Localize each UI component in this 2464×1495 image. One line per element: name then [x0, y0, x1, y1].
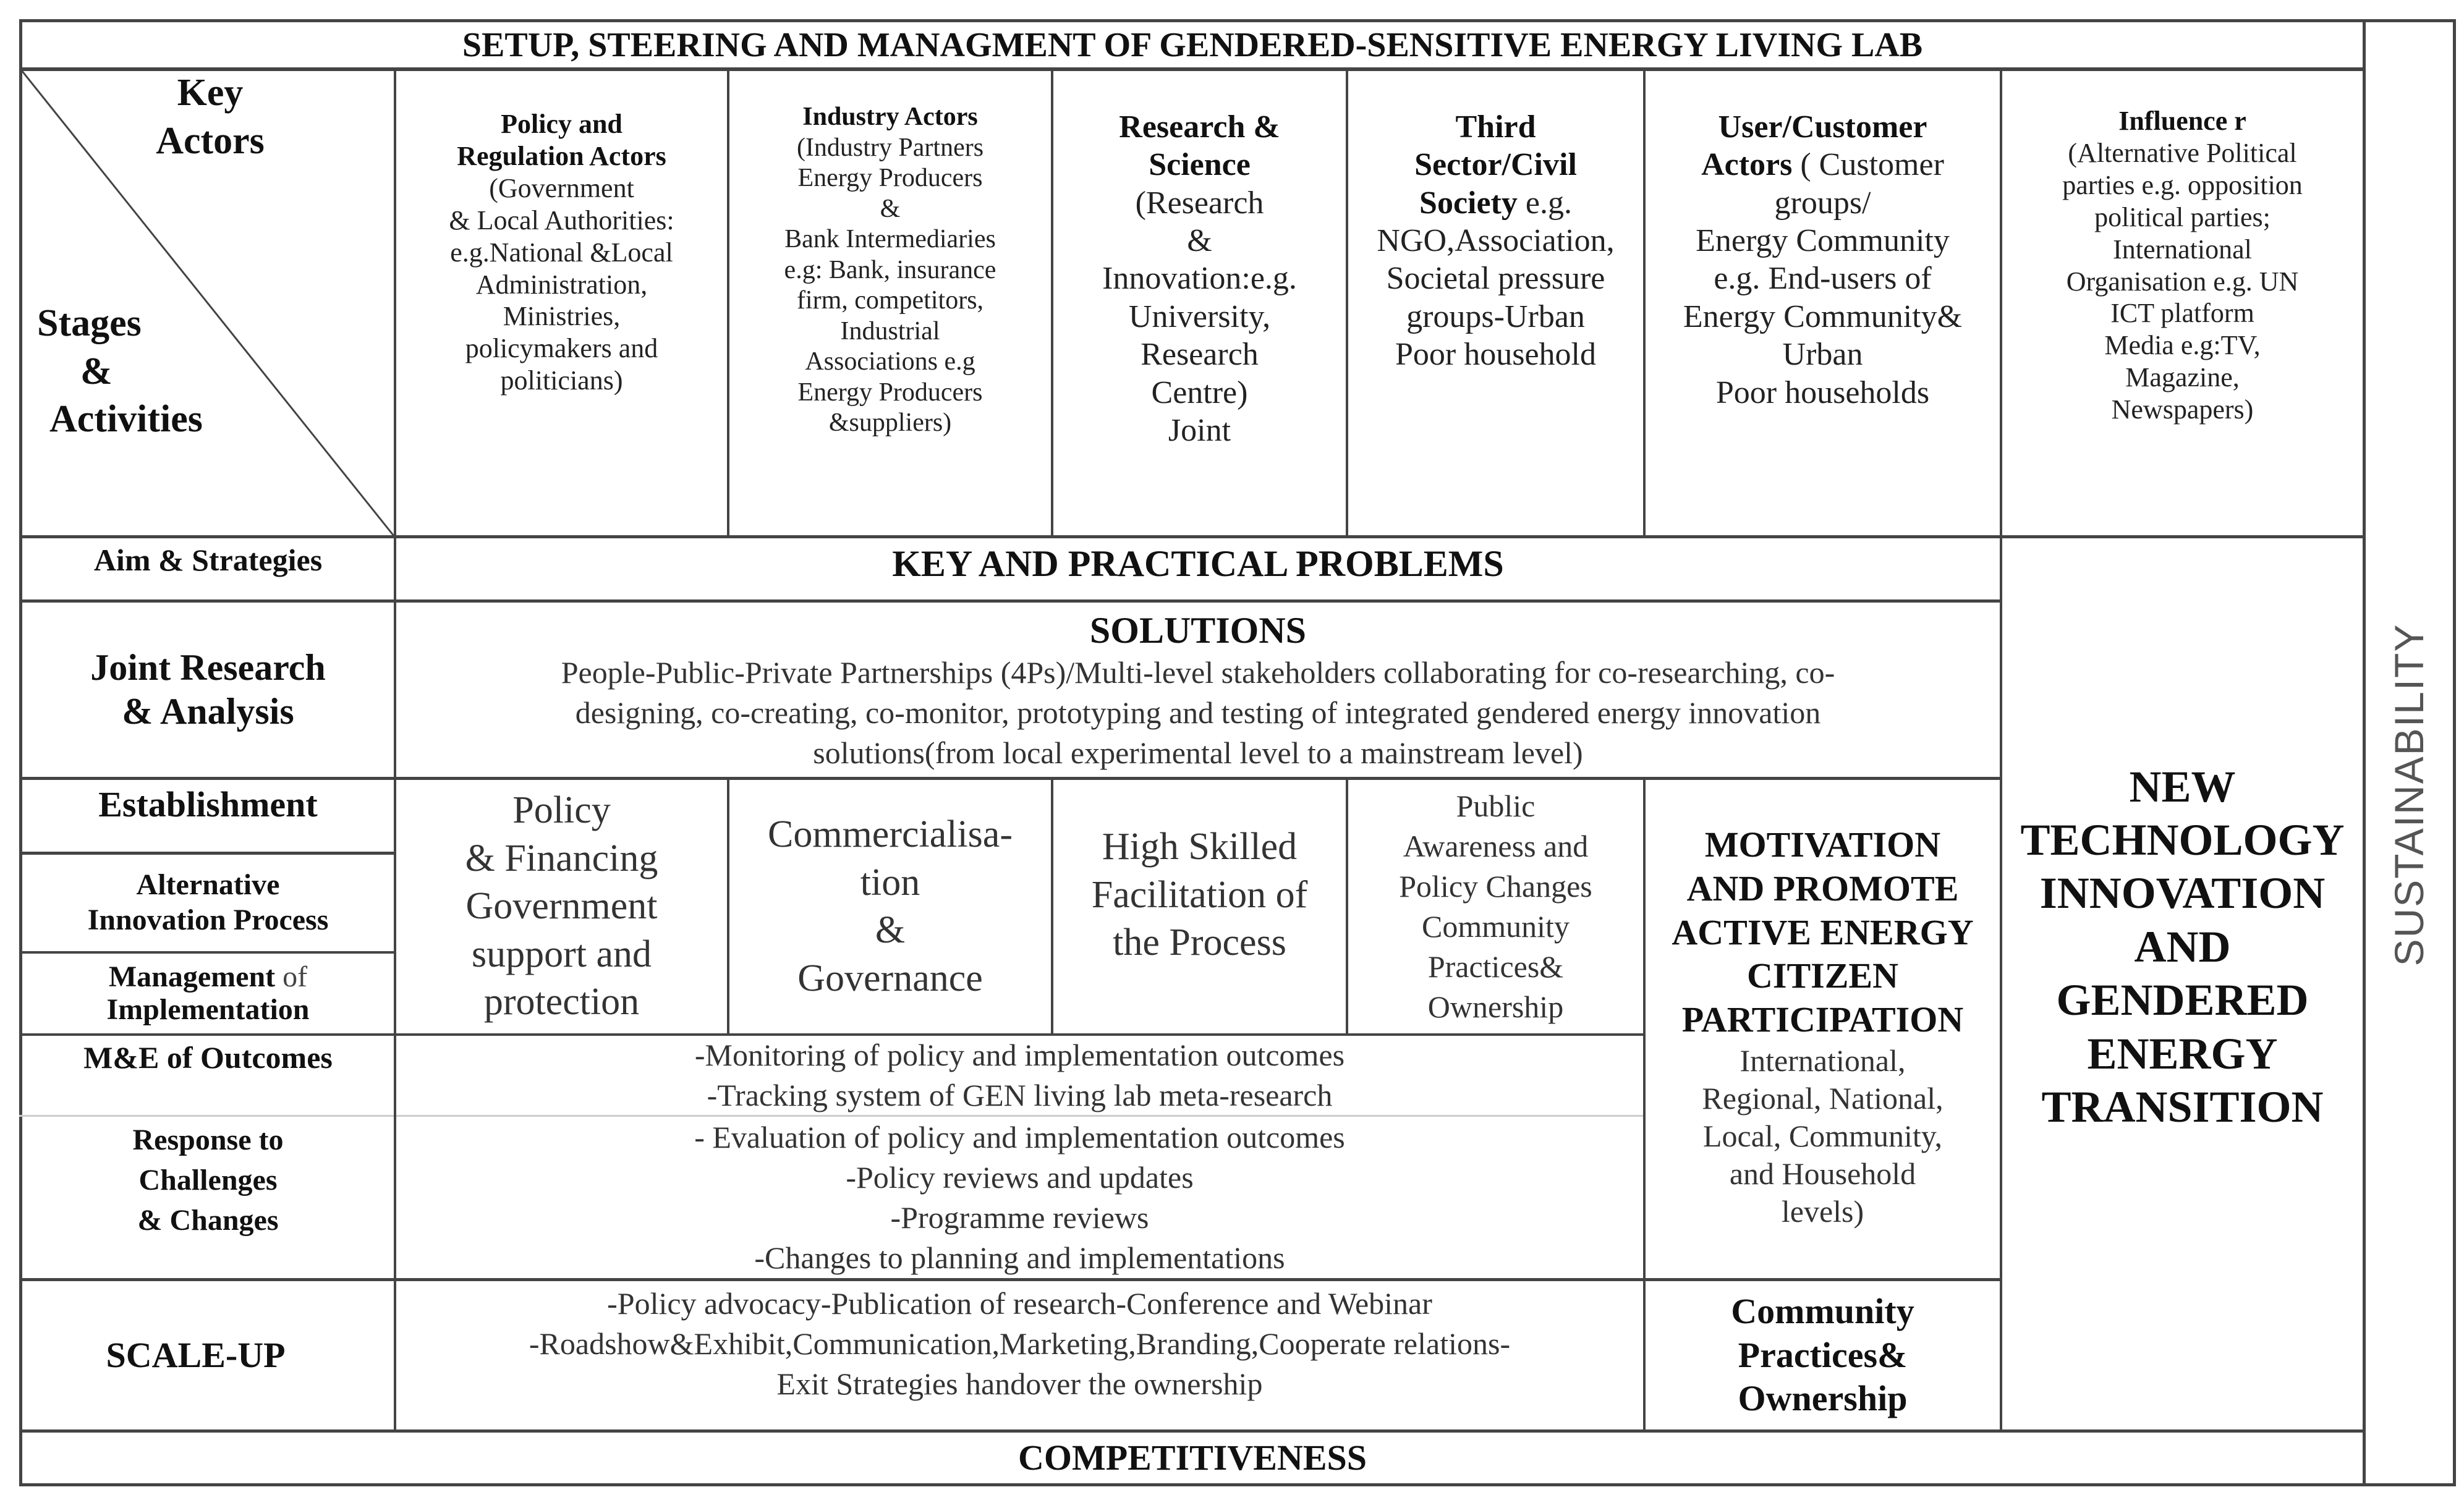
stage-management-implementation — [22, 954, 394, 1033]
actor-title-line — [1701, 146, 1944, 184]
motivation-detail: International, — [1740, 1043, 1906, 1078]
stage-label-line: Alternative — [136, 868, 280, 902]
actor-title-line: Science — [1149, 147, 1251, 183]
actor-detail-line: groups/ — [1774, 185, 1871, 221]
actor-title-bold: Actors — [1701, 147, 1793, 183]
cell-commercialisation-governance — [729, 780, 1051, 1033]
actor-title-tail: e.g. — [1517, 185, 1572, 221]
new-tech-line: GENDERED — [2056, 975, 2309, 1025]
cell-line: protection — [483, 981, 640, 1023]
stage-label-bold: Management — [108, 960, 276, 993]
actor-detail-line: Urban — [1782, 337, 1863, 373]
solutions-heading: SOLUTIONS — [1089, 610, 1307, 651]
actor-detail-line: Innovation:e.g. — [1102, 261, 1297, 297]
corner-stages-activities — [37, 300, 235, 444]
actor-detail-line: (Industry Partners — [796, 133, 984, 162]
motivation-detail: and Household — [1729, 1156, 1916, 1191]
actor-title-line: Influence r — [2118, 106, 2246, 136]
actor-detail-line: policymakers and — [465, 333, 658, 364]
actor-detail-line: Administration, — [475, 269, 648, 300]
actor-detail-line: political parties; — [2094, 201, 2271, 232]
actor-research-science — [1053, 71, 1346, 535]
actor-detail-line: ICT platform — [2110, 298, 2254, 329]
me-outcomes-content — [396, 1036, 1643, 1115]
solutions-text — [561, 653, 1835, 773]
cell-line: the Process — [1113, 921, 1286, 963]
corner-key-line1: Key — [177, 72, 244, 114]
cell-line: Public — [1456, 789, 1536, 823]
actor-detail-line: Energy Community — [1696, 223, 1950, 259]
stage-label-line — [109, 961, 307, 994]
new-tech-line: TECHNOLOGY — [2020, 815, 2345, 865]
actor-detail-line: Industrial — [840, 316, 940, 345]
corner-stages-line1: Stages — [37, 302, 142, 344]
cell-line: tion — [860, 861, 920, 904]
stage-establishment: Establishment — [98, 784, 318, 824]
actor-title-line: User/Customer — [1718, 109, 1927, 145]
cell-line: Government — [465, 885, 658, 928]
motivation-detail: Local, Community, — [1703, 1118, 1942, 1153]
corner-stages-line3: Activities — [49, 398, 203, 440]
actor-detail-line: Energy Producers — [797, 378, 983, 407]
solutions-line: solutions(from local experimental level to a mainstream level) — [813, 735, 1583, 770]
actor-detail-line: &suppliers) — [828, 409, 952, 438]
stage-response-challenges — [22, 1117, 394, 1278]
actor-detail-line: Organisation e.g. UN — [2066, 266, 2299, 297]
actor-title-line: Third — [1455, 109, 1536, 145]
actor-detail-line: Media e.g:TV, — [2104, 330, 2261, 361]
response-line: -Programme reviews — [890, 1200, 1149, 1235]
actor-title-line — [1419, 184, 1572, 222]
cell-line: Policy — [512, 789, 611, 832]
actor-detail-line: Societal pressure — [1386, 261, 1605, 297]
actor-detail-line: parties e.g. opposition — [2062, 169, 2303, 200]
corner-key-actors — [99, 69, 321, 165]
new-tech-line: NEW — [2129, 761, 2236, 811]
cell-line: Governance — [797, 957, 983, 999]
cell-high-skilled-facilitation — [1053, 780, 1346, 1033]
stage-label-tail: of — [275, 960, 308, 993]
response-line: - Evaluation of policy and implementation outcomes — [694, 1119, 1345, 1154]
stage-label-line: Implementation — [106, 993, 310, 1026]
actor-policy-regulation — [396, 71, 727, 535]
new-technology-transition — [2002, 538, 2363, 1429]
stage-label-line: Joint Research — [90, 647, 326, 688]
community-line: Practices& — [1738, 1334, 1908, 1375]
actor-detail-line: e.g.National &Local — [450, 237, 673, 268]
stage-label-line: & Analysis — [122, 691, 294, 732]
actor-detail-line: Research — [1141, 337, 1259, 373]
new-tech-line: INNOVATION — [2039, 868, 2326, 918]
motivation-detail: levels) — [1781, 1193, 1864, 1229]
diagram-title: SETUP, STEERING AND MANAGMENT OF GENDERED-SENSITIVE ENERGY LIVING LAB — [462, 25, 1923, 64]
motivation-line: AND PROMOTE — [1686, 868, 1959, 908]
actor-detail-line: Energy Producers — [797, 164, 983, 193]
cell-policy-financing — [396, 780, 727, 1033]
actor-detail-line: e.g: Bank, insurance — [784, 255, 996, 284]
actor-detail-line: Magazine, — [2125, 362, 2240, 393]
actor-detail-line: e.g. End-users of — [1714, 261, 1932, 297]
stage-scale-up: SCALE-UP — [106, 1334, 286, 1375]
competitiveness-label: COMPETITIVENESS — [1017, 1437, 1367, 1478]
me-line: -Tracking system of GEN living lab meta-research — [707, 1078, 1333, 1112]
community-line: Community — [1731, 1290, 1914, 1331]
community-line: Ownership — [1738, 1378, 1908, 1419]
response-line: -Changes to planning and implementations — [754, 1240, 1285, 1275]
frame-right — [2453, 19, 2456, 1486]
cell-line: Community — [1422, 909, 1570, 944]
cell-line: & Financing — [465, 837, 658, 879]
actor-influencer — [2002, 71, 2363, 535]
actor-detail-line: Associations e.g — [805, 347, 975, 376]
scaleup-line: -Roadshow&Exhibit,Communication,Marketing,Branding,Cooperate relations- — [529, 1326, 1511, 1361]
actor-title-tail: ( Customer — [1792, 147, 1944, 183]
actor-detail-line: (Government — [489, 172, 634, 203]
actor-detail-line: Joint — [1168, 412, 1231, 448]
new-tech-line: AND — [2134, 921, 2231, 972]
motivation-line: CITIZEN — [1747, 955, 1898, 996]
actor-detail-line: Newspapers) — [2111, 394, 2254, 425]
actor-title-line: Regulation Actors — [457, 140, 666, 171]
actor-detail-line: University, — [1128, 299, 1271, 334]
cell-line: Commercialisa- — [768, 813, 1013, 855]
new-tech-line: TRANSITION — [2041, 1082, 2324, 1132]
actor-title-line: Sector/Civil — [1414, 147, 1577, 183]
actor-third-sector — [1348, 71, 1643, 535]
stage-label-line: & Changes — [137, 1203, 279, 1237]
actor-title-line: Research & — [1119, 109, 1280, 145]
actor-detail-line: & — [1187, 223, 1212, 259]
actor-detail-line: & — [880, 194, 901, 223]
me-line: -Monitoring of policy and implementation outcomes — [694, 1038, 1345, 1072]
actor-title-line: Policy and — [501, 109, 622, 139]
sustainability-label-container — [2366, 22, 2453, 1483]
sustainability-label: SUSTAINABILITY — [2386, 623, 2432, 967]
scaleup-content — [396, 1281, 1643, 1429]
scaleup-line: Exit Strategies handover the ownership — [776, 1366, 1263, 1401]
actor-detail-line: Energy Community& — [1683, 299, 1963, 334]
new-tech-line: ENERGY — [2087, 1028, 2278, 1078]
actor-detail-line: Bank Intermediaries — [784, 225, 996, 254]
actor-detail-line: & Local Authorities: — [449, 205, 674, 235]
response-line: -Policy reviews and updates — [846, 1159, 1194, 1195]
cell-line: Awareness and — [1403, 829, 1589, 863]
cell-line: High Skilled — [1102, 826, 1298, 868]
key-practical-problems: KEY AND PRACTICAL PROBLEMS — [892, 543, 1504, 584]
actor-title-line: Industry Actors — [802, 103, 978, 131]
actor-detail-line: Poor households — [1715, 375, 1930, 410]
solutions-block — [396, 603, 2000, 777]
actor-detail-line: (Alternative Political — [2068, 137, 2297, 168]
cell-line: Facilitation of — [1091, 873, 1308, 916]
response-content — [396, 1117, 1643, 1278]
motivation-participation — [1646, 780, 2000, 1278]
motivation-line: ACTIVE ENERGY — [1672, 912, 1974, 952]
scaleup-line: -Policy advocacy-Publication of research-Conference and Webinar — [607, 1286, 1432, 1321]
stage-alternative-innovation — [22, 855, 394, 951]
stage-me-outcomes: M&E of Outcomes — [83, 1040, 333, 1075]
actor-user-customer — [1646, 71, 2000, 535]
stage-label-line: Innovation Process — [87, 904, 329, 936]
cell-public-awareness — [1348, 780, 1643, 1033]
stage-aim-strategies: Aim & Strategies — [93, 543, 323, 577]
actor-industry — [729, 71, 1051, 535]
corner-key-line2: Actors — [156, 119, 265, 162]
actor-detail-line: Poor household — [1395, 337, 1596, 373]
actor-detail-line: politicians) — [500, 365, 623, 396]
community-practices-ownership — [1646, 1281, 2000, 1429]
actor-detail-line: International — [2113, 234, 2252, 265]
solutions-line: designing, co-creating, co-monitor, prototyping and testing of integrated gendered energy innovation — [575, 695, 1821, 730]
cell-line: Practices& — [1427, 949, 1564, 984]
actor-detail-line: Ministries, — [503, 301, 621, 332]
actor-detail-line: Centre) — [1151, 375, 1248, 410]
cell-line: & — [875, 909, 906, 951]
motivation-detail: Regional, National, — [1702, 1080, 1944, 1116]
cell-line: Policy Changes — [1399, 869, 1592, 904]
stage-label-line: Challenges — [138, 1163, 278, 1196]
actor-detail-line: NGO,Association, — [1377, 223, 1615, 259]
stage-joint-research — [22, 603, 394, 777]
motivation-line: MOTIVATION — [1704, 824, 1941, 865]
stage-label-line: Response to — [132, 1124, 284, 1156]
actor-title-bold: Society — [1419, 185, 1518, 221]
motivation-line: PARTICIPATION — [1681, 999, 1964, 1040]
actor-detail-line: firm, competitors, — [796, 286, 984, 315]
frame-bottom — [19, 1483, 2456, 1486]
actor-detail-line: groups-Urban — [1406, 299, 1585, 334]
actor-detail-line: (Research — [1135, 185, 1264, 221]
cell-line: Ownership — [1427, 989, 1564, 1024]
corner-stages-line2: & — [80, 350, 113, 392]
solutions-line: People-Public-Private Partnerships (4Ps)/Multi-level stakeholders collaborating for co-researching, co- — [561, 654, 1835, 690]
cell-line: support and — [471, 933, 652, 975]
